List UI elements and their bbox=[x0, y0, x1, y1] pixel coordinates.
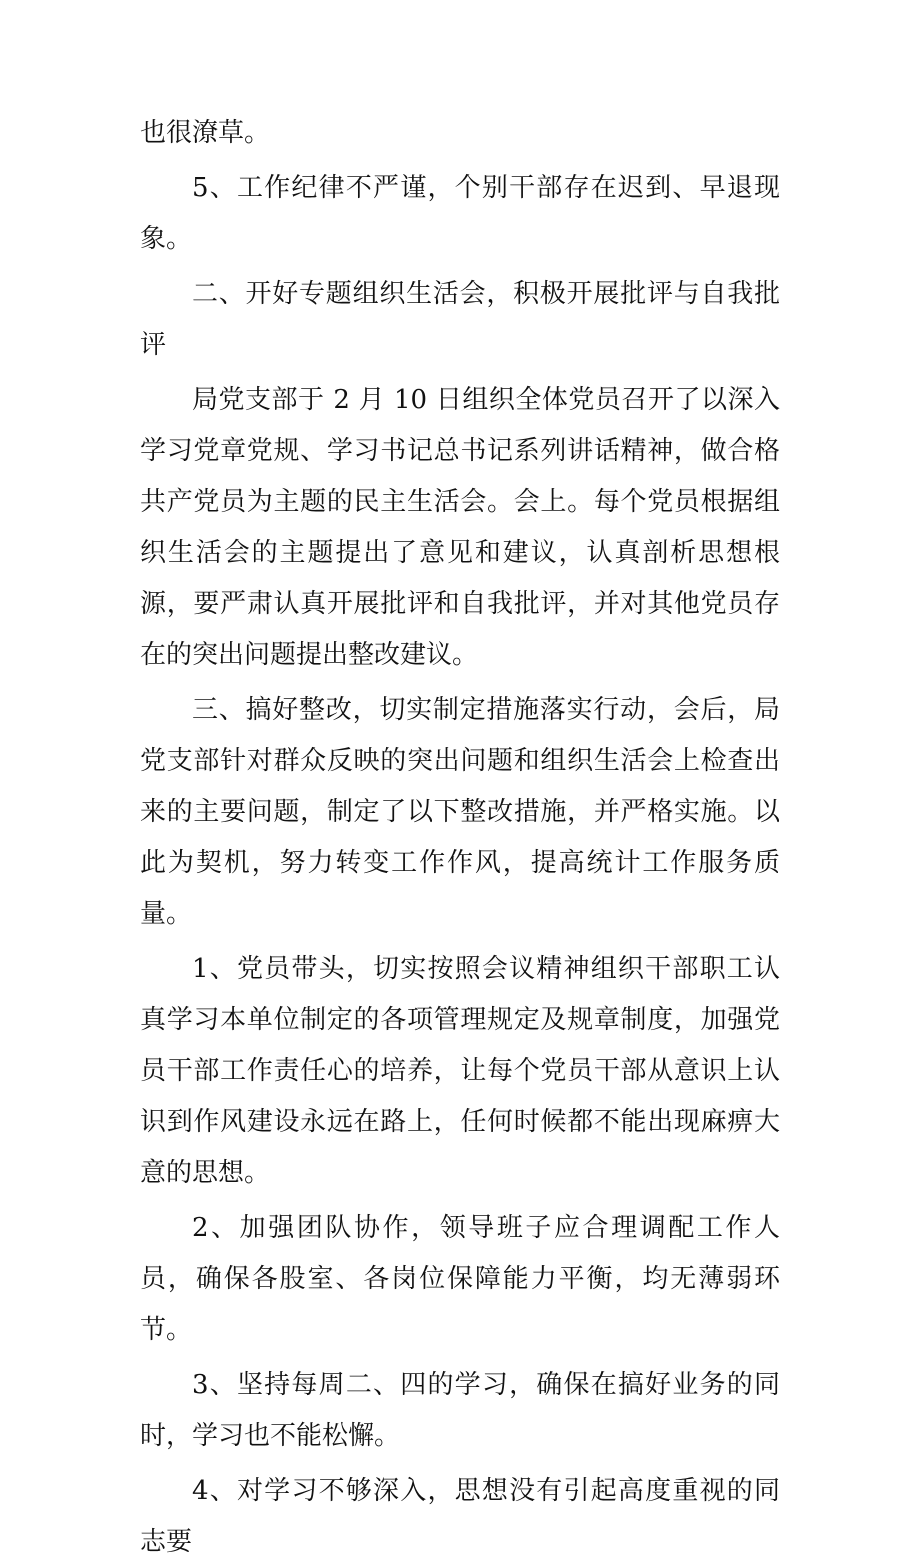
document-body bbox=[140, 108, 780, 1568]
paragraph-measure-3: 3、坚持每周二、四的学习，确保在搞好业务的同时，学习也不能松懈。 bbox=[140, 1370, 780, 1451]
section-heading-3: 三、搞好整改，切实制定措施落实行动，会后，局党支部针对群众反映的突出问题和组织生活会上检查出来的主要问题，制定了以下整改措施，并严格实施。以此为契机，努力转变工作作风，提高统计工作服务质量。 bbox=[140, 695, 780, 929]
paragraph-continuation: 也很潦草。 bbox=[140, 118, 271, 148]
paragraph-measure-2: 2、加强团队协作，领导班子应合理调配工作人员，确保各股室、各岗位保障能力平衡，均无薄弱环节。 bbox=[140, 1213, 780, 1345]
paragraph-measure-4: 4、对学习不够深入，思想没有引起高度重视的同志要 bbox=[140, 1476, 780, 1557]
section-heading-2: 二、开好专题组织生活会，积极开展批评与自我批评 bbox=[140, 279, 780, 360]
paragraph-measure-1: 1、党员带头，切实按照会议精神组织干部职工认真学习本单位制定的各项管理规定及规章制度，加强党员干部工作责任心的培养，让每个党员干部从意识上认识到作风建设永远在路上，任何时候都不能出现麻痹大意的思想。 bbox=[140, 954, 780, 1188]
paragraph-meeting: 局党支部于 2 月 10 日组织全体党员召开了以深入学习党章党规、学习书记总书记系列讲话精神，做合格共产党员为主题的民主生活会。会上。每个党员根据组织生活会的主题提出了意见和建议，认真剖析思想根源，要严肃认真开展批评和自我批评，并对其他党员存在的突出问题提出整改建议。 bbox=[140, 385, 780, 670]
paragraph-item-5: 5、工作纪律不严谨，个别干部存在迟到、早退现象。 bbox=[140, 173, 780, 254]
